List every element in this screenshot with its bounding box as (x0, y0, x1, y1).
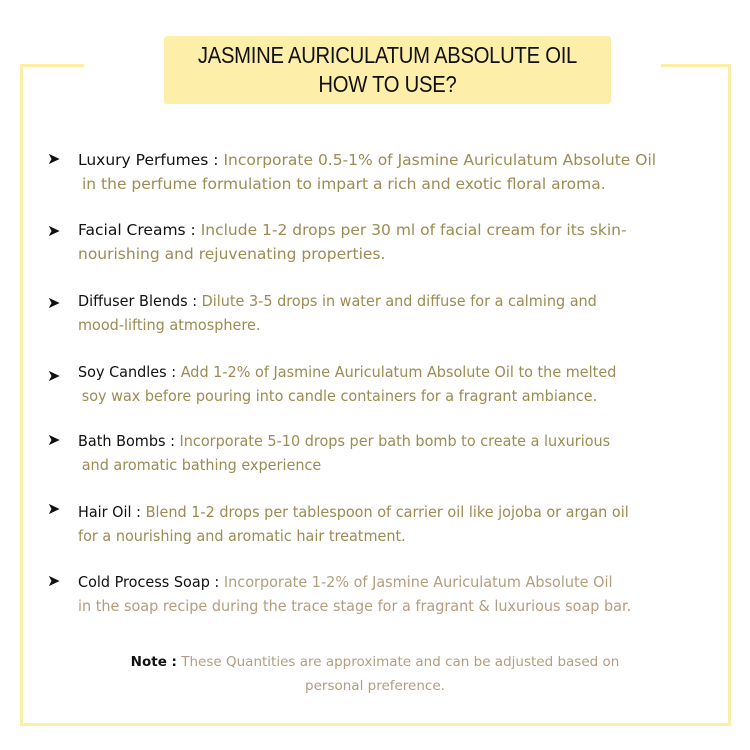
note-text-line-2: personal preference. (305, 678, 445, 694)
page-title (164, 36, 611, 104)
item-label: Facial Creams : (78, 221, 196, 239)
frame-left-line (20, 64, 23, 726)
item-label: Bath Bombs : (78, 432, 175, 450)
arrow-bullet-icon: ➤ (47, 430, 61, 449)
item-description-line-1: Blend 1-2 drops per tablespoon of carrier oil like jojoba or argan oil (145, 503, 629, 521)
note-text-line-1: These Quantities are approximate and can be adjusted based on (181, 654, 620, 670)
item-label: Soy Candles : (78, 363, 177, 381)
arrow-bullet-icon: ➤ (47, 366, 61, 385)
note (90, 650, 660, 698)
item-description-line-2: and aromatic bathing experience (81, 456, 322, 474)
item-description-line-2: mood-lifting atmosphere. (78, 316, 261, 334)
frame-top-right-line (661, 64, 731, 67)
item-description-line-2: for a nourishing and aromatic hair treatment. (78, 527, 406, 545)
arrow-bullet-icon: ➤ (47, 571, 61, 590)
item-label: Hair Oil : (78, 503, 141, 521)
arrow-bullet-icon: ➤ (47, 221, 61, 240)
title-line-1: JASMINE AURICULATUM ABSOLUTE OIL (197, 42, 578, 68)
item-description-line-1: Incorporate 5-10 drops per bath bomb to create a luxurious (179, 432, 611, 450)
arrow-bullet-icon: ➤ (47, 499, 61, 518)
item-description-line-2: in the perfume formulation to impart a rich and exotic floral aroma. (82, 175, 606, 193)
item-description-line-1: Add 1-2% of Jasmine Auriculatum Absolute Oil to the melted (180, 363, 617, 381)
item-label: Luxury Perfumes : (78, 151, 219, 169)
item-label: Diffuser Blends : (78, 292, 198, 310)
frame-bottom-line (20, 723, 731, 726)
arrow-bullet-icon: ➤ (47, 149, 61, 168)
item-description-line-2: soy wax before pouring into candle containers for a fragrant ambiance. (81, 387, 598, 405)
item-label: Cold Process Soap : (78, 573, 220, 591)
item-description-line-1: Dilute 3-5 drops in water and diffuse for a calming and (201, 292, 597, 310)
item-description-line-2: in the soap recipe during the trace stage for a fragrant & luxurious soap bar. (78, 597, 632, 615)
frame-right-line (728, 64, 731, 726)
item-description-line-2: nourishing and rejuvenating properties. (78, 245, 386, 263)
note-label: Note : (130, 654, 177, 670)
title-line-2: HOW TO USE? (318, 71, 457, 97)
item-description-line-1: Incorporate 0.5-1% of Jasmine Auriculatum Absolute Oil (223, 151, 657, 169)
arrow-bullet-icon: ➤ (47, 293, 61, 312)
item-description-line-1: Include 1-2 drops per 30 ml of facial cream for its skin- (200, 221, 627, 239)
frame-top-left-line (20, 64, 84, 67)
item-description-line-1: Incorporate 1-2% of Jasmine Auriculatum Absolute Oil (223, 573, 613, 591)
